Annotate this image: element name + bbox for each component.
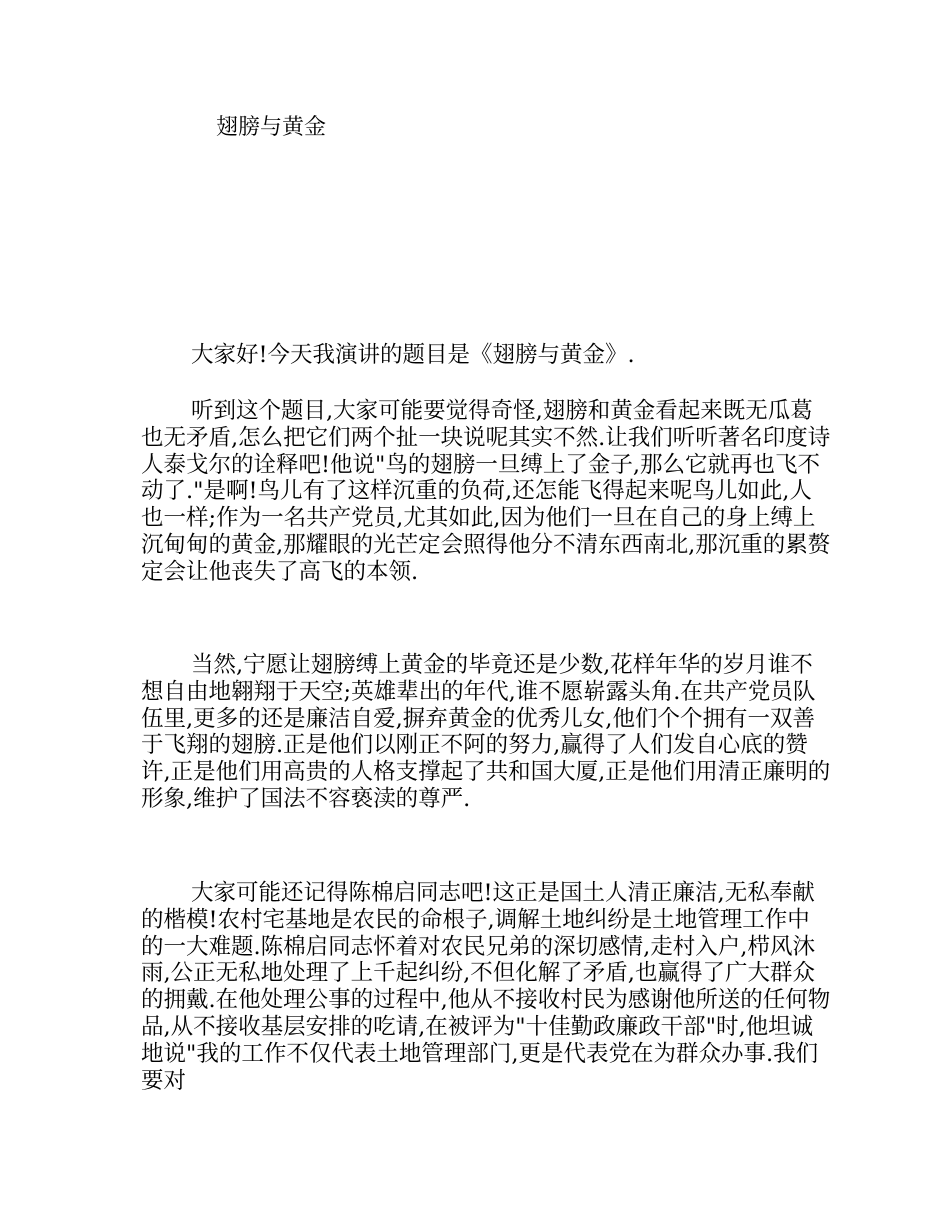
paragraph-greeting: 大家好!今天我演讲的题目是《翅膀与黄金》. [191, 342, 635, 368]
paragraph-chen-mianqi: 大家可能还记得陈棉启同志吧!这正是国土人清正廉洁,无私奉献的楷模!农村宅基地是农民的命根子,调解土地纠纷是土地管理工作中的一大难题.陈棉启同志怀着对农民兄弟的深切感情,走村入户,栉风沐雨,公正无私地处理了上千起纠纷,不但化解了矛盾,也赢得了广大群众的拥戴.在他处理公事的过程中,他从不接收村民为感谢他所送的任何物品,从不接收基层安排的吃请,在被评为"十佳勤政廉政干部"时,他坦诚地说"我的工作不仅代表土地管理部门,更是代表党在为群众办事.我们要对 [141, 880, 831, 1094]
document-title: 翅膀与黄金 [216, 115, 327, 140]
paragraph-tagore-quote: 听到这个题目,大家可能要觉得奇怪,翅膀和黄金看起来既无瓜葛也无矛盾,怎么把它们两个扯一块说呢其实不然.让我们听听著名印度诗人泰戈尔的诠释吧!他说"鸟的翅膀一旦缚上了金子,那么它就再也飞不动了."是啊!鸟儿有了这样沉重的负荷,还怎能飞得起来呢鸟儿如此,人也一样;作为一名共产党员,尤其如此,因为他们一旦在自己的身上缚上沉甸甸的黄金,那耀眼的光芒定会照得他分不清东西南北,那沉重的累赘定会让他丧失了高飞的本领. [141, 398, 831, 585]
paragraph-honest-members: 当然,宁愿让翅膀缚上黄金的毕竟还是少数,花样年华的岁月谁不想自由地翱翔于天空;英雄辈出的年代,谁不愿崭露头角.在共产党员队伍里,更多的还是廉洁自爱,摒弃黄金的优秀儿女,他们个个拥有一双善于飞翔的翅膀.正是他们以刚正不阿的努力,赢得了人们发自心底的赞许,正是他们用高贵的人格支撑起了共和国大厦,正是他们用清正廉明的形象,维护了国法不容亵渎的尊严. [141, 652, 831, 812]
